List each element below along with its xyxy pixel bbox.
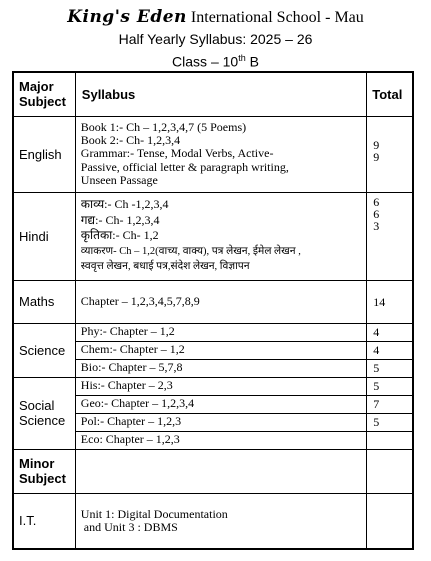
hindi-line: व्याकरण- Ch – 1,2(वाच्य, वाक्य), पत्र लेखन, ईमेल लेखन , xyxy=(80,245,301,257)
subject-science: Science xyxy=(13,323,75,377)
table-row-social xyxy=(13,377,413,395)
header-major-subject: Major Subject xyxy=(13,72,75,116)
social-subject-line: Science xyxy=(19,413,66,428)
total-it xyxy=(367,493,413,549)
total-social-his: 5 xyxy=(367,377,413,395)
hindi-total: 3 xyxy=(373,218,380,233)
total-social-pol: 5 xyxy=(367,413,413,431)
class-line xyxy=(0,49,431,71)
english-line: Book 1:- Ch – 1,2,3,4,7 (5 Poems) xyxy=(80,120,247,134)
total-science-phy: 4 xyxy=(367,323,413,341)
total-science-bio: 5 xyxy=(367,359,413,377)
english-line: Passive, official letter & paragraph writing, xyxy=(80,160,289,174)
subject-it: I.T. xyxy=(13,493,75,549)
minor-syllabus-empty xyxy=(75,449,366,493)
class-section: B xyxy=(249,53,259,70)
document-header xyxy=(0,6,431,71)
social-subject-line: Social xyxy=(19,398,55,413)
syllabus-it xyxy=(75,493,366,549)
hindi-total: 6 xyxy=(373,194,380,209)
syllabus-science-phy: Phy:- Chapter – 1,2 xyxy=(75,323,366,341)
it-line: and Unit 3 : DBMS xyxy=(83,520,178,534)
total-social-eco xyxy=(367,431,413,449)
school-name xyxy=(0,6,431,29)
table-row-maths xyxy=(13,280,413,323)
hindi-total: 6 xyxy=(373,206,380,221)
syllabus-english xyxy=(75,116,366,192)
syllabus-science-chem: Chem:- Chapter – 1,2 xyxy=(75,341,366,359)
total-english xyxy=(367,116,413,192)
school-name-rest: International School - Mau xyxy=(190,9,364,26)
hindi-line: काव्य:- Ch -1,2,3,4 xyxy=(80,197,169,212)
english-total: 9 xyxy=(373,150,380,164)
subject-social-science xyxy=(13,377,75,449)
english-line: Grammar:- Tense, Modal Verbs, Active- xyxy=(80,147,274,161)
table-row-it xyxy=(13,493,413,549)
syllabus-title: Half Yearly Syllabus: 2025 – 26 xyxy=(118,31,313,47)
english-line: Unseen Passage xyxy=(80,173,158,187)
hindi-line: गद्य:- Ch- 1,2,3,4 xyxy=(80,212,160,227)
header-syllabus: Syllabus xyxy=(75,72,366,116)
total-science-chem: 4 xyxy=(367,341,413,359)
table-row-science xyxy=(13,323,413,341)
school-brand: King's Eden xyxy=(67,7,187,27)
english-total: 9 xyxy=(373,138,380,152)
syllabus-maths: Chapter – 1,2,3,4,5,7,8,9 xyxy=(75,280,366,323)
minor-subject-line: Subject xyxy=(19,471,66,486)
class-prefix: Class – 10 xyxy=(172,53,239,70)
class-sup: th xyxy=(238,53,246,63)
syllabus-hindi xyxy=(75,192,366,280)
header-minor-subject xyxy=(13,449,75,493)
table-row-english xyxy=(13,116,413,192)
minor-subject-line: Minor xyxy=(19,456,55,471)
hindi-line: कृतिका:- Ch- 1,2 xyxy=(80,228,159,243)
table-header-row xyxy=(13,72,413,116)
total-maths: 14 xyxy=(367,280,413,323)
subject-maths: Maths xyxy=(13,280,75,323)
table-row-hindi xyxy=(13,192,413,280)
syllabus-table xyxy=(12,71,414,550)
table-row-minor-header xyxy=(13,449,413,493)
minor-total-empty xyxy=(367,449,413,493)
syllabus-social-pol: Pol:- Chapter – 1,2,3 xyxy=(75,413,366,431)
syllabus-social-eco: Eco: Chapter – 1,2,3 xyxy=(75,431,366,449)
subject-hindi: Hindi xyxy=(13,192,75,280)
header-total: Total xyxy=(367,72,413,116)
syllabus-science-bio: Bio:- Chapter – 5,7,8 xyxy=(75,359,366,377)
total-social-geo: 7 xyxy=(367,395,413,413)
subject-english: English xyxy=(13,116,75,192)
syllabus-social-geo: Geo:- Chapter – 1,2,3,4 xyxy=(75,395,366,413)
syllabus-social-his: His:- Chapter – 2,3 xyxy=(75,377,366,395)
english-line: Book 2:- Ch- 1,2,3,4 xyxy=(80,134,181,148)
hindi-line: स्ववृत्त लेखन, बधाई पत्र,संदेश लेखन, विज्ञापन xyxy=(80,261,250,273)
it-line: Unit 1: Digital Documentation xyxy=(80,507,228,521)
total-hindi xyxy=(367,192,413,280)
